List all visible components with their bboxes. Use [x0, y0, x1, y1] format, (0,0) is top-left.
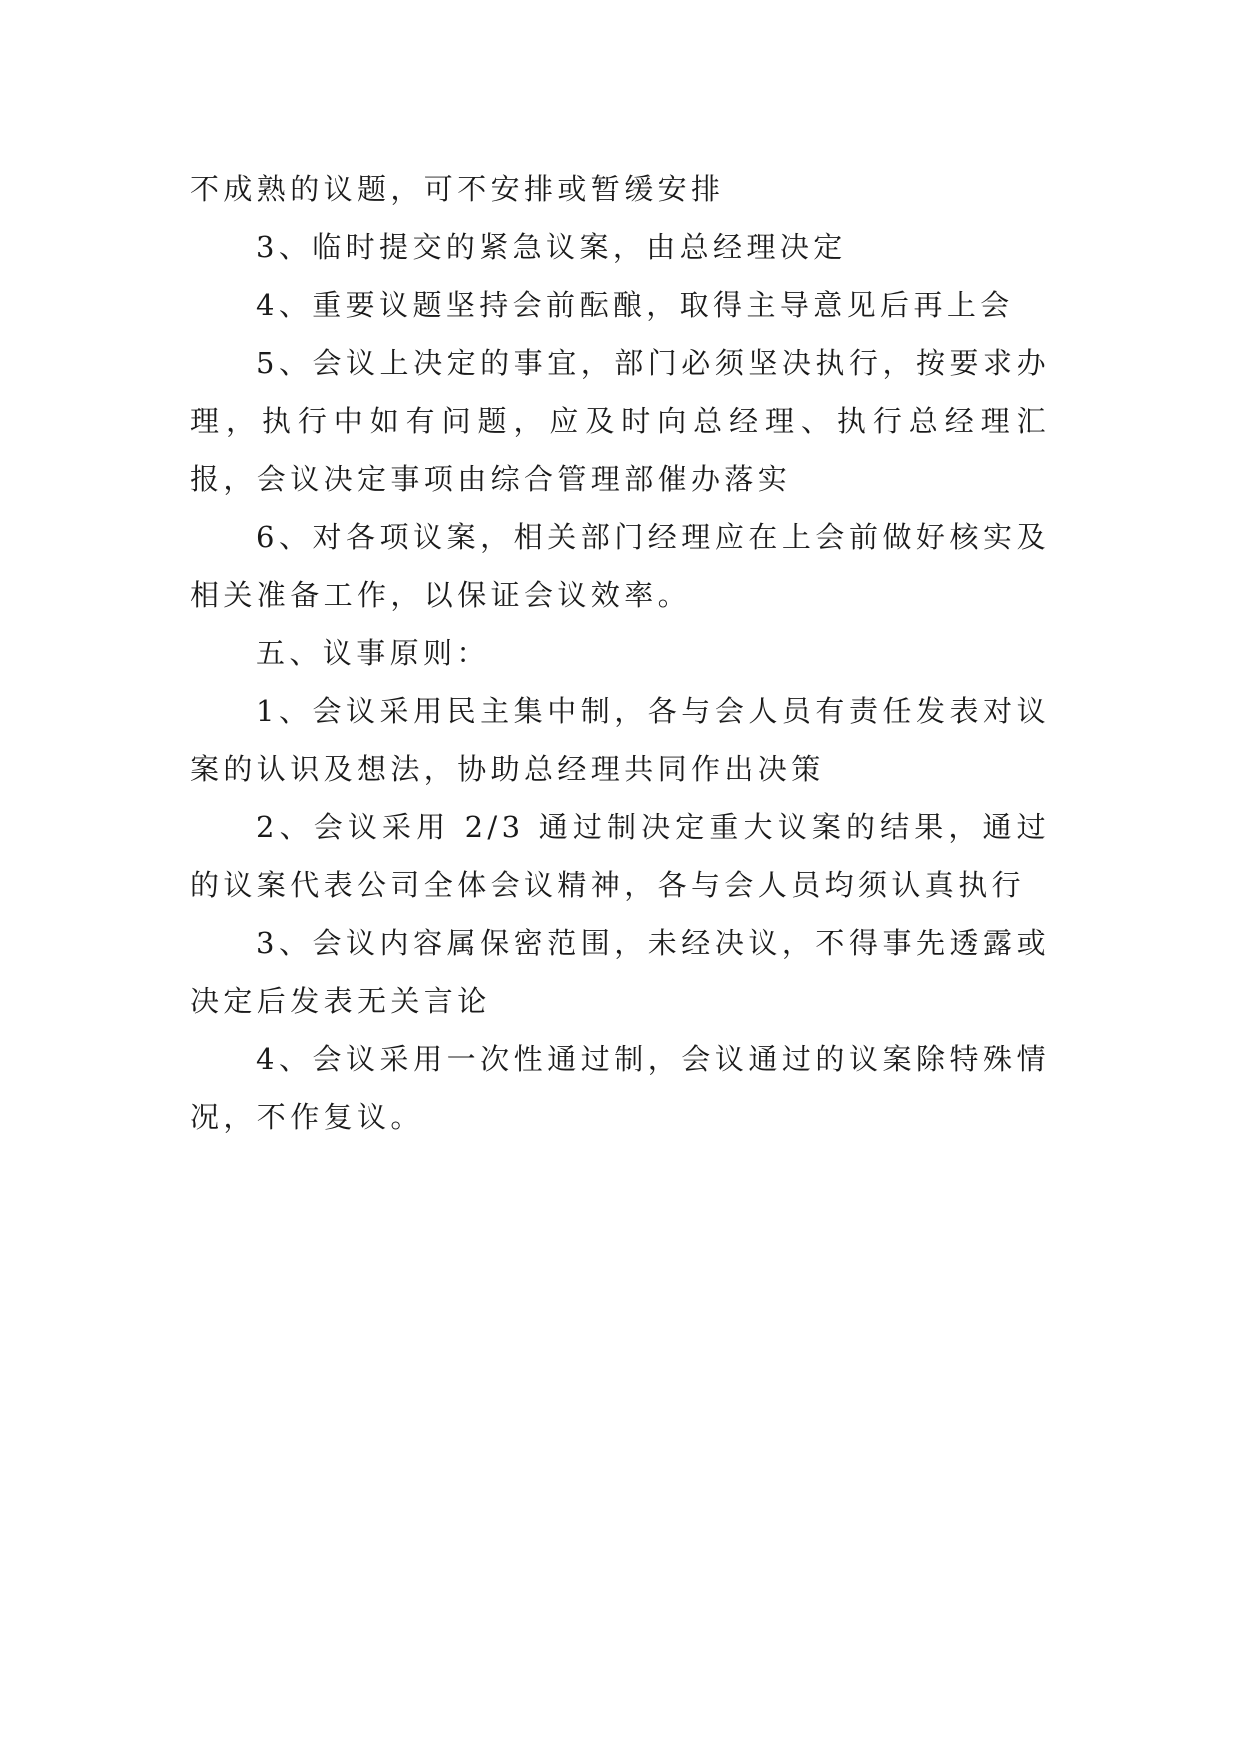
paragraph-item-6-preparation: 6、对各项议案，相关部门经理应在上会前做好核实及相关准备工作，以保证会议效率。	[190, 520, 1050, 612]
paragraph-item-5-execution: 5、会议上决定的事宜，部门必须坚决执行，按要求办理，执行中如有问题，应及时向总经理、执行总经理汇报，会议决定事项由综合管理部催办落实	[190, 346, 1050, 496]
paragraph-principle-1: 1、会议采用民主集中制，各与会人员有责任发表对议案的认识及想法，协助总经理共同作出决策	[190, 694, 1050, 786]
document-body	[190, 160, 1050, 1146]
paragraph-item-3-urgent-proposals: 3、临时提交的紧急议案，由总经理决定	[256, 230, 847, 264]
section-heading-principles: 五、议事原则：	[256, 636, 490, 670]
paragraph-principle-2: 2、会议采用 2/3 通过制决定重大议案的结果，通过的议案代表公司全体会议精神，各与会人员均须认真执行	[190, 810, 1050, 902]
paragraph-continuation: 不成熟的议题，可不安排或暂缓安排	[190, 172, 725, 206]
paragraph-principle-3: 3、会议内容属保密范围，未经决议，不得事先透露或决定后发表无关言论	[190, 926, 1050, 1018]
paragraph-principle-4: 4、会议采用一次性通过制，会议通过的议案除特殊情况，不作复议。	[190, 1042, 1050, 1134]
paragraph-item-4-important-topics: 4、重要议题坚持会前酝酿，取得主导意见后再上会	[256, 288, 1014, 322]
